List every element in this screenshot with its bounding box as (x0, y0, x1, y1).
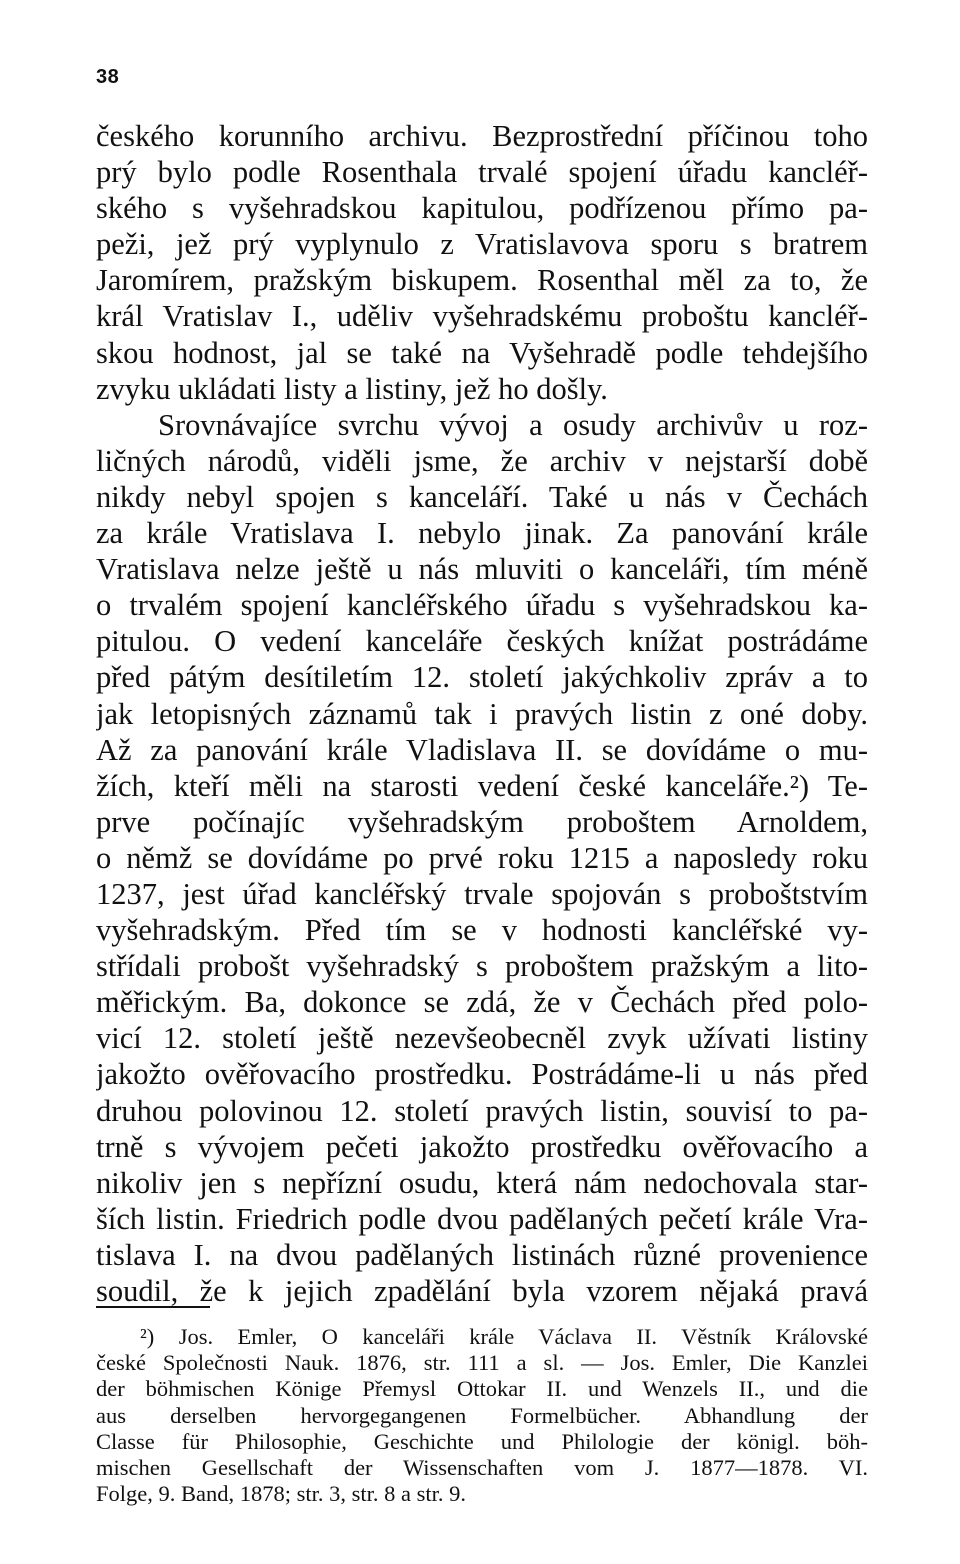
text-line: druhou polovinou 12. století pravých listin, souvisí to pa- (96, 1093, 868, 1128)
footnote-divider (96, 1306, 210, 1308)
text-line: před pátým desítiletím 12. století jakýchkoliv zpráv a to (96, 660, 868, 695)
text-line: za krále Vratislava I. nebylo jinak. Za panování krále (96, 516, 868, 551)
text-line: pitulou. O vedení kanceláře českých knížat postrádáme (96, 624, 868, 659)
text-line: král Vratislav I., uděliv vyšehradskému proboštu kancléř- (96, 299, 868, 334)
text-line: nikoliv jen s nepřízní osudu, která nám nedochovala star- (96, 1165, 868, 1200)
text-line: Až za panování krále Vladislava II. se dovídáme o mu- (96, 732, 868, 767)
text-line: Vratislava nelze ještě u nás mluviti o kanceláři, tím méně (96, 552, 868, 587)
text-line: jak letopisných záznamů tak i pravých listin z oné doby. (96, 696, 868, 731)
footnote-line: mischen Gesellschaft der Wissenschaften vom J. 1877—1878. VI. (96, 1454, 868, 1480)
footnotes (96, 1324, 868, 1507)
text-line: o němž se dovídáme po prvé roku 1215 a naposledy roku (96, 840, 868, 875)
text-line: Jaromírem, pražským biskupem. Rosenthal měl za to, že (96, 263, 868, 298)
text-line: prý bylo podle Rosenthala trvalé spojení úřadu kancléř- (96, 155, 868, 190)
text-line: vicí 12. století ještě nezevšeobecněl zvyk užívati listiny (96, 1021, 868, 1056)
text-line: prve počínajíc vyšehradským proboštem Arnoldem, (96, 804, 868, 839)
footnote-line: aus derselben hervorgegangenen Formelbücher. Abhandlung der (96, 1402, 868, 1428)
footnote-line: der böhmischen Könige Přemysl Ottokar II. und Wenzels II., und die (96, 1376, 868, 1402)
footnote-line: české Společnosti Nauk. 1876, str. 111 a sl. — Jos. Emler, Die Kanzlei (96, 1350, 868, 1376)
text-line: jakožto ověřovacího prostředku. Postrádáme-li u nás před (96, 1057, 868, 1092)
text-line: žích, kteří měli na starosti vedení české kanceláře.²) Te- (96, 768, 868, 803)
paragraph-start-line: Srovnávajíce svrchu vývoj a osudy archivův u roz- (158, 407, 868, 442)
text-line: střídali probošt vyšehradský s proboštem pražským a lito- (96, 949, 868, 984)
page-number: 38 (96, 66, 120, 88)
text-line: trně s vývojem pečeti jakožto prostředku ověřovacího a (96, 1129, 868, 1164)
text-line: soudil, že k jejich zpadělání byla vzorem nějaká pravá (96, 1274, 868, 1308)
text-line: měřickým. Ba, dokonce se zdá, že v Čechách před polo- (96, 985, 868, 1020)
text-line: ličných národů, viděli jsme, že archiv v nejstarší době (96, 443, 868, 478)
footnote-line: Folge, 9. Band, 1878; str. 3, str. 8 a str. 9. (96, 1481, 467, 1507)
text-line: peži, jež prý vyplynulo z Vratislavova sporu s bratrem (96, 227, 868, 262)
text-line: ského s vyšehradskou kapitulou, podřízenou přímo pa- (96, 191, 868, 226)
text-line: o trvalém spojení kancléřského úřadu s vyšehradskou ka- (96, 588, 868, 623)
text-line: ších listin. Friedrich podle dvou padělaných pečetí krále Vra- (96, 1201, 868, 1236)
footnote-line: ²) Jos. Emler, O kanceláři krále Václava II. Věstník Královské (140, 1324, 868, 1349)
footnote-line: Classe für Philosophie, Geschichte und Philologie der königl. böh- (96, 1428, 868, 1454)
paragraph-end-line: zvyku ukládati listy a listiny, jež ho došly. (96, 371, 608, 406)
body-text (96, 118, 868, 1309)
text-line: skou hodnost, jal se také na Vyšehradě podle tehdejšího (96, 335, 868, 370)
text-line: nikdy nebyl spojen s kanceláří. Také u nás v Čechách (96, 479, 868, 514)
text-line: 1237, jest úřad kancléřský trvale spojován s proboštstvím (96, 876, 868, 911)
text-line: tislava I. na dvou padělaných listinách různé provenience (96, 1237, 868, 1272)
text-line: vyšehradským. Před tím se v hodnosti kancléřské vy- (96, 913, 868, 948)
text-line: českého korunního archivu. Bezprostřední příčinou toho (96, 119, 868, 153)
